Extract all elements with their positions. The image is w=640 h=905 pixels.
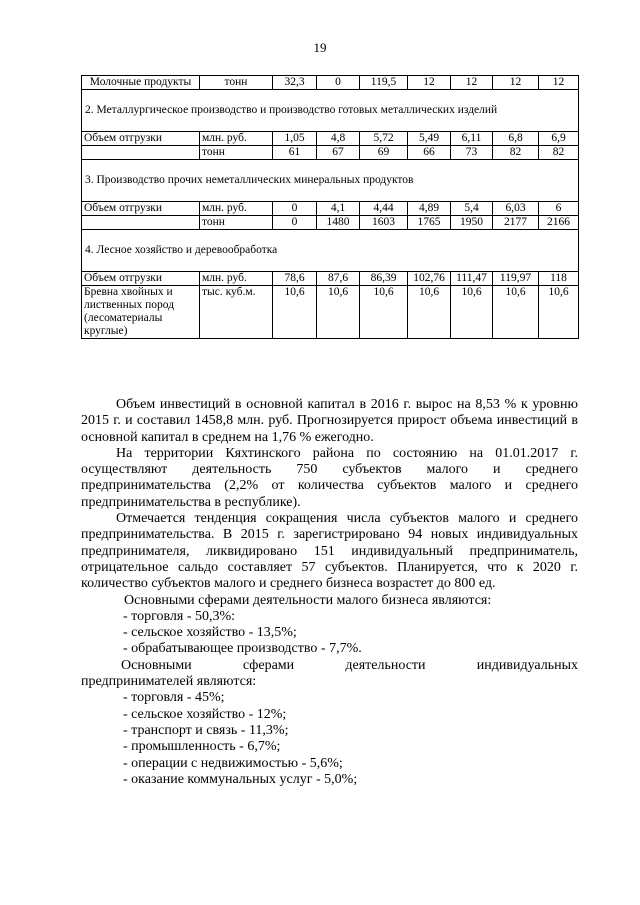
value-cell: 12 xyxy=(451,76,493,90)
row-label: Молочные продукты xyxy=(82,76,200,90)
table-row xyxy=(82,76,579,90)
value-cell: 10,6 xyxy=(408,286,451,339)
row-label: Объем отгрузки xyxy=(82,272,200,286)
intro-word: деятельности xyxy=(345,657,426,673)
intro-word: индивидуальных xyxy=(476,657,578,673)
paragraph-investment: Объем инвестиций в основной капитал в 2016 г. вырос на 8,53 % к уровню 2015 г. и составил 1458,8 млн. руб. Прогнозируется прирост объема инвестиций в основной капитал в среднем на 1,76 % ежегодно. xyxy=(81,397,578,445)
value-cell: 12 xyxy=(539,76,579,90)
value-cell: 6,03 xyxy=(493,202,539,216)
list-item: - обрабатывающее производство - 7,7%. xyxy=(123,641,362,657)
row-unit: тонн xyxy=(200,216,273,230)
row-label: Объем отгрузки xyxy=(82,202,200,216)
value-cell: 0 xyxy=(317,76,360,90)
list-item: - торговля - 50,3%: xyxy=(123,608,236,624)
value-cell: 6,9 xyxy=(539,132,579,146)
value-cell: 10,6 xyxy=(451,286,493,339)
value-cell: 5,49 xyxy=(408,132,451,146)
value-cell: 5,4 xyxy=(451,202,493,216)
value-cell: 111,47 xyxy=(451,272,493,286)
value-cell: 1603 xyxy=(360,216,408,230)
row-unit: тонн xyxy=(200,76,273,90)
value-cell: 10,6 xyxy=(360,286,408,339)
value-cell: 1950 xyxy=(451,216,493,230)
row-label xyxy=(82,146,200,160)
value-cell: 4,1 xyxy=(317,202,360,216)
table-row xyxy=(82,216,579,230)
row-label: Бревна хвойных и лиственных пород (лесоматериалы круглые) xyxy=(82,286,200,339)
value-cell: 1,05 xyxy=(273,132,317,146)
row-label: Объем отгрузки xyxy=(82,132,200,146)
value-cell: 118 xyxy=(539,272,579,286)
value-cell: 69 xyxy=(360,146,408,160)
row-unit: тонн xyxy=(200,146,273,160)
row-unit: млн. руб. xyxy=(200,202,273,216)
section-title: 3. Производство прочих неметаллических минеральных продуктов xyxy=(82,160,579,202)
intro-word: сферами xyxy=(242,657,295,673)
value-cell: 12 xyxy=(408,76,451,90)
table-row xyxy=(82,146,579,160)
value-cell: 4,44 xyxy=(360,202,408,216)
small-business-list xyxy=(81,609,578,658)
value-cell: 6,8 xyxy=(493,132,539,146)
value-cell: 119,97 xyxy=(493,272,539,286)
value-cell: 67 xyxy=(317,146,360,160)
table-row xyxy=(82,202,579,216)
ip-intro xyxy=(81,658,578,674)
value-cell: 6,11 xyxy=(451,132,493,146)
value-cell: 32,3 xyxy=(273,76,317,90)
value-cell: 4,89 xyxy=(408,202,451,216)
small-business-intro: Основными сферами деятельности малого бизнеса являются: xyxy=(124,592,492,608)
list-item: - промышленность - 6,7%; xyxy=(123,739,281,755)
list-item: - транспорт и связь - 11,3%; xyxy=(123,722,289,738)
value-cell: 2177 xyxy=(493,216,539,230)
paragraph-smes: На территории Кяхтинского района по состоянию на 01.01.2017 г. осуществляют деятельность 750 субъектов малого и среднего предпринимательства (2,2% от количества субъектов малого и среднего предпринимательства в республике). xyxy=(81,445,578,510)
value-cell: 10,6 xyxy=(317,286,360,339)
value-cell: 10,6 xyxy=(273,286,317,339)
value-cell: 102,76 xyxy=(408,272,451,286)
row-label xyxy=(82,216,200,230)
list-item: - операции с недвижимостью - 5,6%; xyxy=(123,755,343,771)
list-item: - сельское хозяйство - 13,5%; xyxy=(123,625,297,641)
section-title: 2. Металлургическое производство и производство готовых металлических изделий xyxy=(82,90,579,132)
value-cell: 82 xyxy=(493,146,539,160)
value-cell: 78,6 xyxy=(273,272,317,286)
value-cell: 10,6 xyxy=(493,286,539,339)
row-unit: млн. руб. xyxy=(200,132,273,146)
row-unit: млн. руб. xyxy=(200,272,273,286)
value-cell: 73 xyxy=(451,146,493,160)
list-item: - сельское хозяйство - 12%; xyxy=(123,706,287,722)
section-row xyxy=(82,230,579,272)
value-cell: 0 xyxy=(273,202,317,216)
ip-intro-end: предпринимателей являются: xyxy=(81,674,257,690)
value-cell: 5,72 xyxy=(360,132,408,146)
value-cell: 4,8 xyxy=(317,132,360,146)
value-cell: 87,6 xyxy=(317,272,360,286)
body-text xyxy=(81,397,578,788)
value-cell: 1765 xyxy=(408,216,451,230)
table-row xyxy=(82,286,579,339)
value-cell: 66 xyxy=(408,146,451,160)
value-cell: 1480 xyxy=(317,216,360,230)
table-row xyxy=(82,272,579,286)
intro-word: Основными xyxy=(121,657,192,673)
value-cell: 119,5 xyxy=(360,76,408,90)
paragraph-trend: Отмечается тенденция сокращения числа субъектов малого и среднего предпринимательства. В 2015 г. зарегистрировано 94 новых индивидуальных предпринимателя, ликвидировано 151 индивидуальный предприниматель, отрицательное сальдо составляет 57 субъектов. Планируется, что к 2020 г. количество субъектов малого и среднего бизнеса возрастет до 800 ед. xyxy=(81,511,578,592)
row-unit: тыс. куб.м. xyxy=(200,286,273,339)
section-title: 4. Лесное хозяйство и деревообработка xyxy=(82,230,579,272)
value-cell: 10,6 xyxy=(539,286,579,339)
value-cell: 82 xyxy=(539,146,579,160)
value-cell: 0 xyxy=(273,216,317,230)
value-cell: 12 xyxy=(493,76,539,90)
table-body xyxy=(82,76,579,339)
ip-list xyxy=(81,690,578,788)
list-item: - торговля - 45%; xyxy=(123,690,225,706)
section-row xyxy=(82,90,579,132)
value-cell: 61 xyxy=(273,146,317,160)
table-row xyxy=(82,132,579,146)
value-cell: 6 xyxy=(539,202,579,216)
page-number: 19 xyxy=(313,40,327,55)
list-item: - оказание коммунальных услуг - 5,0%; xyxy=(123,771,358,787)
section-row xyxy=(82,160,579,202)
value-cell: 86,39 xyxy=(360,272,408,286)
value-cell: 2166 xyxy=(539,216,579,230)
production-table xyxy=(81,75,579,339)
